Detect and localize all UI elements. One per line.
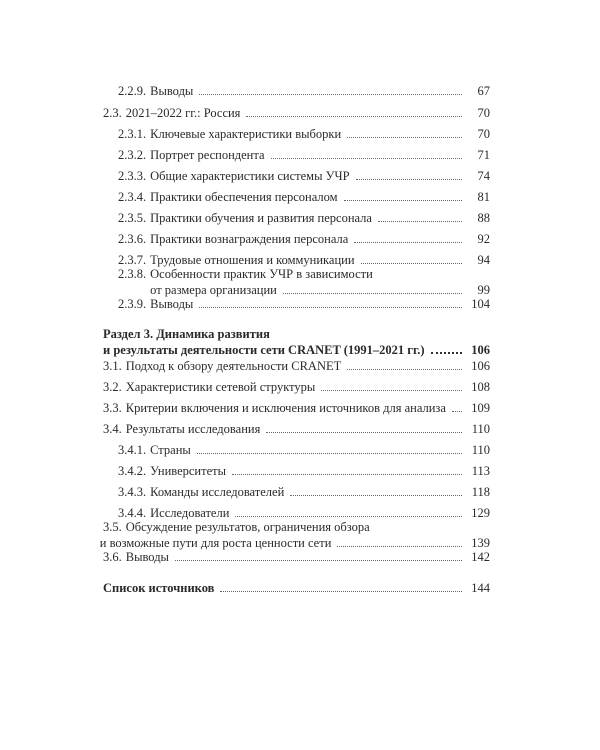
toc-entry-title: Общие характеристики системы УЧР [150, 169, 350, 183]
dot-leader [356, 178, 462, 180]
toc-entry-title-line: от размера организации [150, 283, 277, 297]
dot-leader [175, 559, 462, 561]
toc-entry [99, 519, 490, 551]
toc-entry-number: 2.3.3. [118, 169, 147, 183]
toc-entry-title: Критерии включения и исключения источников для анализа [125, 401, 446, 415]
toc-entry-title: Характеристики сетевой структуры [125, 380, 316, 394]
dot-leader [232, 473, 462, 475]
toc-entry [103, 358, 490, 374]
toc-entry [103, 105, 490, 121]
toc-entry-title: Выводы [150, 297, 194, 311]
toc-entry-page: 99 [477, 283, 490, 297]
toc-entry-title: Портрет респондента [150, 148, 265, 162]
dot-leader [220, 590, 462, 592]
toc-section-title [103, 326, 490, 358]
dot-leader [337, 545, 462, 547]
dot-leader [431, 351, 463, 354]
toc-entry-title-line: и возможные пути для роста ценности сети [99, 536, 332, 550]
toc-entry-title: Страны [150, 443, 191, 457]
toc-entry-title: Исследователи [150, 506, 230, 520]
toc-entry-number: 3.1. [103, 359, 122, 373]
toc-entry-number: 3.4.2. [118, 464, 147, 478]
toc-entry-page: 106 [471, 359, 490, 373]
dot-leader [235, 515, 462, 517]
toc-entry-number: 2.3.2. [118, 148, 147, 162]
toc-entry-page: 67 [477, 84, 490, 98]
toc-entry-number: 2.3.5. [118, 211, 147, 225]
dot-leader [271, 157, 462, 159]
toc-entry-title: Результаты исследования [125, 422, 261, 436]
toc-entry-number: 2.3.6. [118, 232, 147, 246]
toc-entry-page: 70 [477, 106, 490, 120]
toc-entry-page: 110 [471, 422, 490, 436]
toc-entry-number: 2.2.9. [118, 84, 147, 98]
dot-leader [361, 262, 462, 264]
toc-entry-title: 2021–2022 гг.: Россия [125, 106, 241, 120]
toc-entry-page: 71 [477, 148, 490, 162]
toc-entry-page: 92 [477, 232, 490, 246]
toc-entry [103, 421, 490, 437]
dot-leader [347, 136, 462, 138]
toc-entry-title: Практики обучения и развития персонала [150, 211, 372, 225]
toc-entry-number: 3.5. [103, 520, 122, 534]
toc-section-title-line: и результаты деятельности сети CRANET (1991–2021 гг.) [103, 343, 425, 357]
dot-leader [452, 410, 462, 412]
toc-entry-page: 109 [471, 401, 490, 415]
toc-entry-page: 70 [477, 127, 490, 141]
toc-entry-number: 3.6. [103, 550, 122, 564]
toc-entry [118, 296, 490, 312]
toc-entry-title: Подход к обзору деятельности CRANET [125, 359, 342, 373]
dot-leader [354, 241, 462, 243]
toc-entry-title: Практики обеспечения персоналом [150, 190, 338, 204]
toc-entry-title: Университеты [150, 464, 226, 478]
toc-entry-page: 88 [477, 211, 490, 225]
toc-entry [103, 580, 490, 596]
toc-entry-page: 110 [471, 443, 490, 457]
toc-entry-number: 3.4. [103, 422, 122, 436]
toc-entry-title: Трудовые отношения и коммуникации [150, 253, 355, 267]
dot-leader [321, 389, 462, 391]
toc-entry-page: 142 [471, 550, 490, 564]
dot-leader [290, 494, 462, 496]
toc-entry-page: 144 [471, 581, 490, 595]
toc-entry-number: 2.3.9. [118, 297, 147, 311]
toc-entry [118, 189, 490, 205]
dot-leader [266, 431, 462, 433]
toc-entry-page: 106 [471, 343, 490, 357]
toc-entry-number: 2.3. [103, 106, 122, 120]
toc-entry-title: Команды исследователей [150, 485, 285, 499]
toc-entry-page: 118 [471, 485, 490, 499]
toc-entry-number: 3.4.4. [118, 506, 147, 520]
toc-entry-number: 3.2. [103, 380, 122, 394]
toc-entry [118, 168, 490, 184]
toc-entry-title: Ключевые характеристики выборки [150, 127, 342, 141]
toc-entry-number: 3.3. [103, 401, 122, 415]
toc-entry-page: 113 [471, 464, 490, 478]
dot-leader [197, 452, 462, 454]
toc-entry-title: Выводы [125, 550, 169, 564]
dot-leader [199, 93, 462, 95]
toc-entry-title [146, 266, 490, 298]
toc-entry-title: Список источников [103, 581, 215, 595]
toc-entry-page: 94 [477, 253, 490, 267]
toc-entry-page: 81 [477, 190, 490, 204]
toc-entry-number: 3.4.3. [118, 485, 147, 499]
toc-entry [103, 400, 490, 416]
dot-leader [199, 306, 462, 308]
toc-entry [118, 210, 490, 226]
toc-section-entry [103, 326, 490, 358]
dot-leader [246, 115, 462, 117]
toc-entry-page: 139 [471, 536, 490, 550]
toc-entry-number: 2.3.4. [118, 190, 147, 204]
toc-entry-title: Практики вознаграждения персонала [150, 232, 349, 246]
toc-entry [118, 147, 490, 163]
toc-entry-page: 129 [471, 506, 490, 520]
toc-entry [118, 484, 490, 500]
dot-leader [378, 220, 462, 222]
dot-leader [347, 368, 462, 370]
toc-entry [103, 379, 490, 395]
toc-section-title-line: Раздел 3. Динамика развития [103, 327, 270, 341]
toc-entry [118, 83, 490, 99]
toc-entry-page: 108 [471, 380, 490, 394]
toc-entry-number: 2.3.1. [118, 127, 147, 141]
toc-entry-page: 104 [471, 297, 490, 311]
dot-leader [283, 292, 462, 294]
toc-entry-number: 2.3.8. [118, 267, 147, 281]
toc-entry-title: Выводы [150, 84, 194, 98]
toc-entry-number: 2.3.7. [118, 253, 147, 267]
toc-entry-number: 3.4.1. [118, 443, 147, 457]
toc-entry [118, 266, 490, 298]
toc-entry [118, 463, 490, 479]
toc-entry [103, 549, 490, 565]
toc-entry-page: 74 [477, 169, 490, 183]
toc-entry [118, 442, 490, 458]
toc-entry [118, 231, 490, 247]
toc-entry-title-line: Особенности практик УЧР в зависимости [150, 267, 373, 281]
dot-leader [344, 199, 462, 201]
toc-entry-title-line: Обсуждение результатов, ограничения обзора [125, 520, 370, 534]
toc-entry [118, 126, 490, 142]
